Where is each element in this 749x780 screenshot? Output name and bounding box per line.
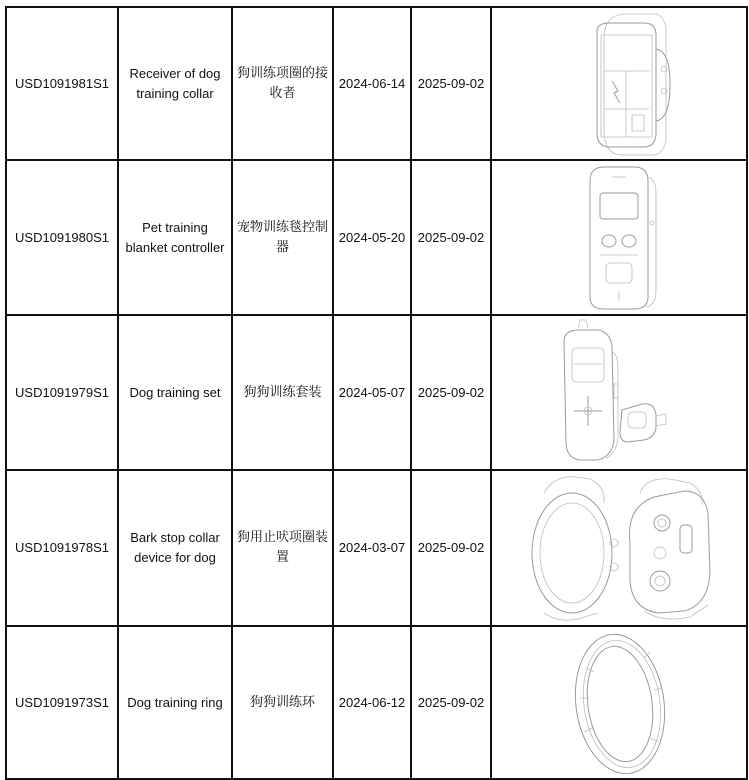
title-chinese: 宠物训练毯控制器	[232, 160, 333, 315]
title-chinese: 狗狗训练套装	[232, 315, 333, 470]
title-chinese: 狗用止吠项圈装置	[232, 470, 333, 626]
grant-date: 2025-09-02	[411, 315, 491, 470]
patent-table	[5, 6, 748, 780]
grant-date: 2025-09-02	[411, 470, 491, 626]
title-english: Receiver of dog training collar	[118, 7, 232, 160]
table-row	[6, 626, 747, 779]
design-image-cell	[491, 315, 747, 470]
table-row	[6, 470, 747, 626]
design-image-cell	[491, 7, 747, 160]
bark-collar-drawing-icon	[494, 473, 744, 623]
filing-date: 2024-06-12	[333, 626, 411, 779]
grant-date: 2025-09-02	[411, 7, 491, 160]
title-english: Dog training set	[118, 315, 232, 470]
design-image-cell	[491, 626, 747, 779]
patent-number: USD1091980S1	[6, 160, 118, 315]
patent-number: USD1091979S1	[6, 315, 118, 470]
grant-date: 2025-09-02	[411, 626, 491, 779]
filing-date: 2024-05-07	[333, 315, 411, 470]
title-english: Bark stop collar device for dog	[118, 470, 232, 626]
patent-number: USD1091978S1	[6, 470, 118, 626]
title-english: Dog training ring	[118, 626, 232, 779]
table-row	[6, 315, 747, 470]
training-set-drawing-icon	[494, 318, 744, 468]
design-image-cell	[491, 160, 747, 315]
training-ring-drawing-icon	[494, 628, 744, 778]
design-image-cell	[491, 470, 747, 626]
collar-receiver-drawing-icon	[494, 9, 744, 159]
filing-date: 2024-03-07	[333, 470, 411, 626]
table-row	[6, 160, 747, 315]
patent-number: USD1091981S1	[6, 7, 118, 160]
grant-date: 2025-09-02	[411, 160, 491, 315]
title-chinese: 狗狗训练环	[232, 626, 333, 779]
filing-date: 2024-06-14	[333, 7, 411, 160]
filing-date: 2024-05-20	[333, 160, 411, 315]
blanket-controller-drawing-icon	[494, 163, 744, 313]
patent-number: USD1091973S1	[6, 626, 118, 779]
title-chinese: 狗训练项圈的接收者	[232, 7, 333, 160]
table-row	[6, 7, 747, 160]
title-english: Pet training blanket controller	[118, 160, 232, 315]
